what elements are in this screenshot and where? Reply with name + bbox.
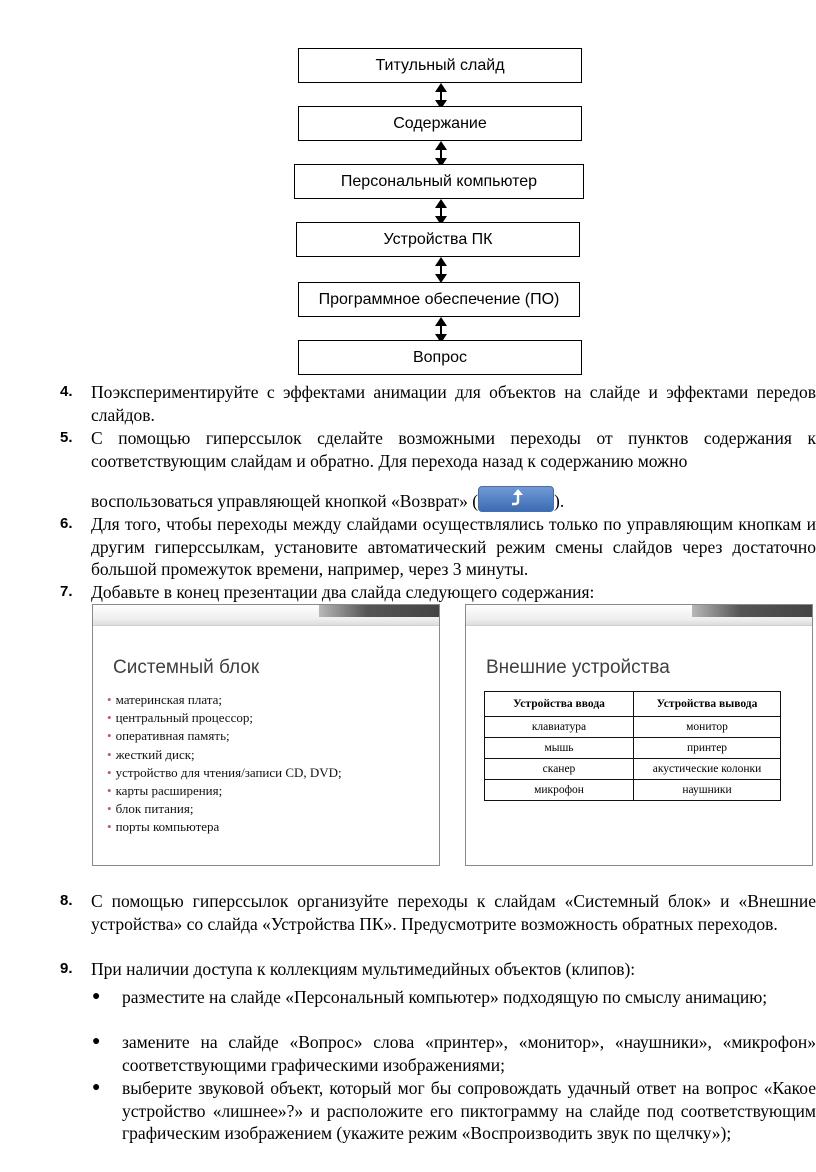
table-row	[485, 759, 781, 780]
slide-title: Внешние устройства	[486, 657, 670, 678]
return-button-icon	[478, 486, 554, 512]
slide-system-unit	[92, 604, 440, 866]
table-header-row	[485, 692, 781, 717]
bullet-icon: ●	[92, 1080, 101, 1095]
flow-box-software: Программное обеспечение (ПО)	[298, 282, 580, 317]
list-item: • карты расширения;	[107, 783, 223, 799]
flow-box-personal-computer: Персональный компьютер	[294, 164, 584, 199]
slide-bullet-list	[107, 691, 342, 837]
list-item-8	[60, 890, 816, 935]
bullet-icon: ●	[92, 989, 101, 1004]
bullet-icon: ●	[92, 1034, 101, 1049]
slide-header-bar	[93, 605, 439, 626]
list-item: • жесткий диск;	[107, 746, 195, 762]
table-row	[485, 738, 781, 759]
sub-bullet-2	[92, 1031, 816, 1076]
item-number: 9.	[60, 960, 73, 977]
sub-bullet-1	[92, 986, 816, 1009]
item-text: ).	[554, 491, 565, 511]
list-item-9	[60, 958, 816, 981]
list-item: • устройство для чтения/записи CD, DVD;	[107, 764, 342, 780]
flow-box-contents: Содержание	[298, 106, 582, 141]
item-number: 8.	[60, 892, 73, 909]
list-item-6	[60, 513, 816, 581]
list-item: • порты компьютера	[107, 819, 220, 835]
item-number: 4.	[60, 383, 73, 400]
slide-title: Системный блок	[113, 657, 260, 678]
item-number: 6.	[60, 515, 73, 532]
list-item-5-continuation	[60, 486, 816, 513]
double-arrow-icon	[434, 257, 448, 283]
table-cell: клавиатура	[485, 717, 634, 738]
sub-bullet-3	[92, 1077, 816, 1145]
flow-box-title-slide: Титульный слайд	[298, 48, 582, 83]
column-header: Устройства вывода	[634, 692, 781, 717]
slide-header-bar	[466, 605, 812, 626]
list-item: • оперативная память;	[107, 728, 230, 744]
list-item-7	[60, 581, 816, 604]
item-text: С помощью гиперссылок сделайте возможными переходы от пунктов содержания к соответствующим слайдам и обратно. Для перехода назад к содержанию можно	[91, 428, 816, 471]
item-text: При наличии доступа к коллекциям мультимедийных объектов (клипов):	[91, 959, 636, 979]
column-header: Устройства ввода	[485, 692, 634, 717]
bullet-text: выберите звуковой объект, который мог бы сопровождать удачный ответ на вопрос «Какое устройство «лишнее»?» и расположите его пиктограмму на слайде под соответствующим графическим изображением (укажите режим «Воспроизводить звук по щелчку»);	[122, 1078, 816, 1143]
table-cell: наушники	[634, 780, 781, 801]
table-cell: микрофон	[485, 780, 634, 801]
table-cell: мышь	[485, 738, 634, 759]
bullet-text: замените на слайде «Вопрос» слова «принтер», «монитор», «наушники», «микрофон» соответствующими графическими изображениями;	[122, 1032, 816, 1075]
item-text: Для того, чтобы переходы между слайдами осуществлялись только по управляющим кнопкам и другим гиперссылкам, установите автоматический режим смены слайдов через достаточно большой промежуток времени, например, через 3 минуты.	[91, 514, 816, 579]
flow-box-pc-devices: Устройства ПК	[296, 222, 580, 257]
item-text: воспользоваться управляющей кнопкой «Возврат» (	[91, 491, 479, 511]
list-item-4	[60, 381, 816, 426]
item-number: 5.	[60, 429, 73, 446]
flow-box-question: Вопрос	[298, 340, 582, 375]
list-item: • материнская плата;	[107, 692, 222, 707]
item-text: Поэкспериментируйте с эффектами анимации для объектов на слайде и эффектами передов слайдов.	[91, 382, 816, 425]
item-text: Добавьте в конец презентации два слайда следующего содержания:	[91, 582, 595, 602]
item-text: С помощью гиперссылок организуйте переходы к слайдам «Системный блок» и «Внешние устройства» со слайда «Устройства ПК». Предусмотрите возможность обратных переходов.	[91, 891, 816, 934]
table-cell: акустические колонки	[634, 759, 781, 780]
item-number: 7.	[60, 583, 73, 600]
list-item: • центральный процессор;	[107, 710, 253, 726]
list-item-5	[60, 427, 816, 472]
table-row	[485, 780, 781, 801]
table-cell: принтер	[634, 738, 781, 759]
slide-external-devices	[465, 604, 813, 866]
table-cell: сканер	[485, 759, 634, 780]
table-row	[485, 717, 781, 738]
list-item: • блок питания;	[107, 801, 194, 817]
bullet-text: разместите на слайде «Персональный компьютер» подходящую по смыслу анимацию;	[122, 987, 768, 1007]
table-cell: монитор	[634, 717, 781, 738]
devices-table	[484, 691, 781, 801]
